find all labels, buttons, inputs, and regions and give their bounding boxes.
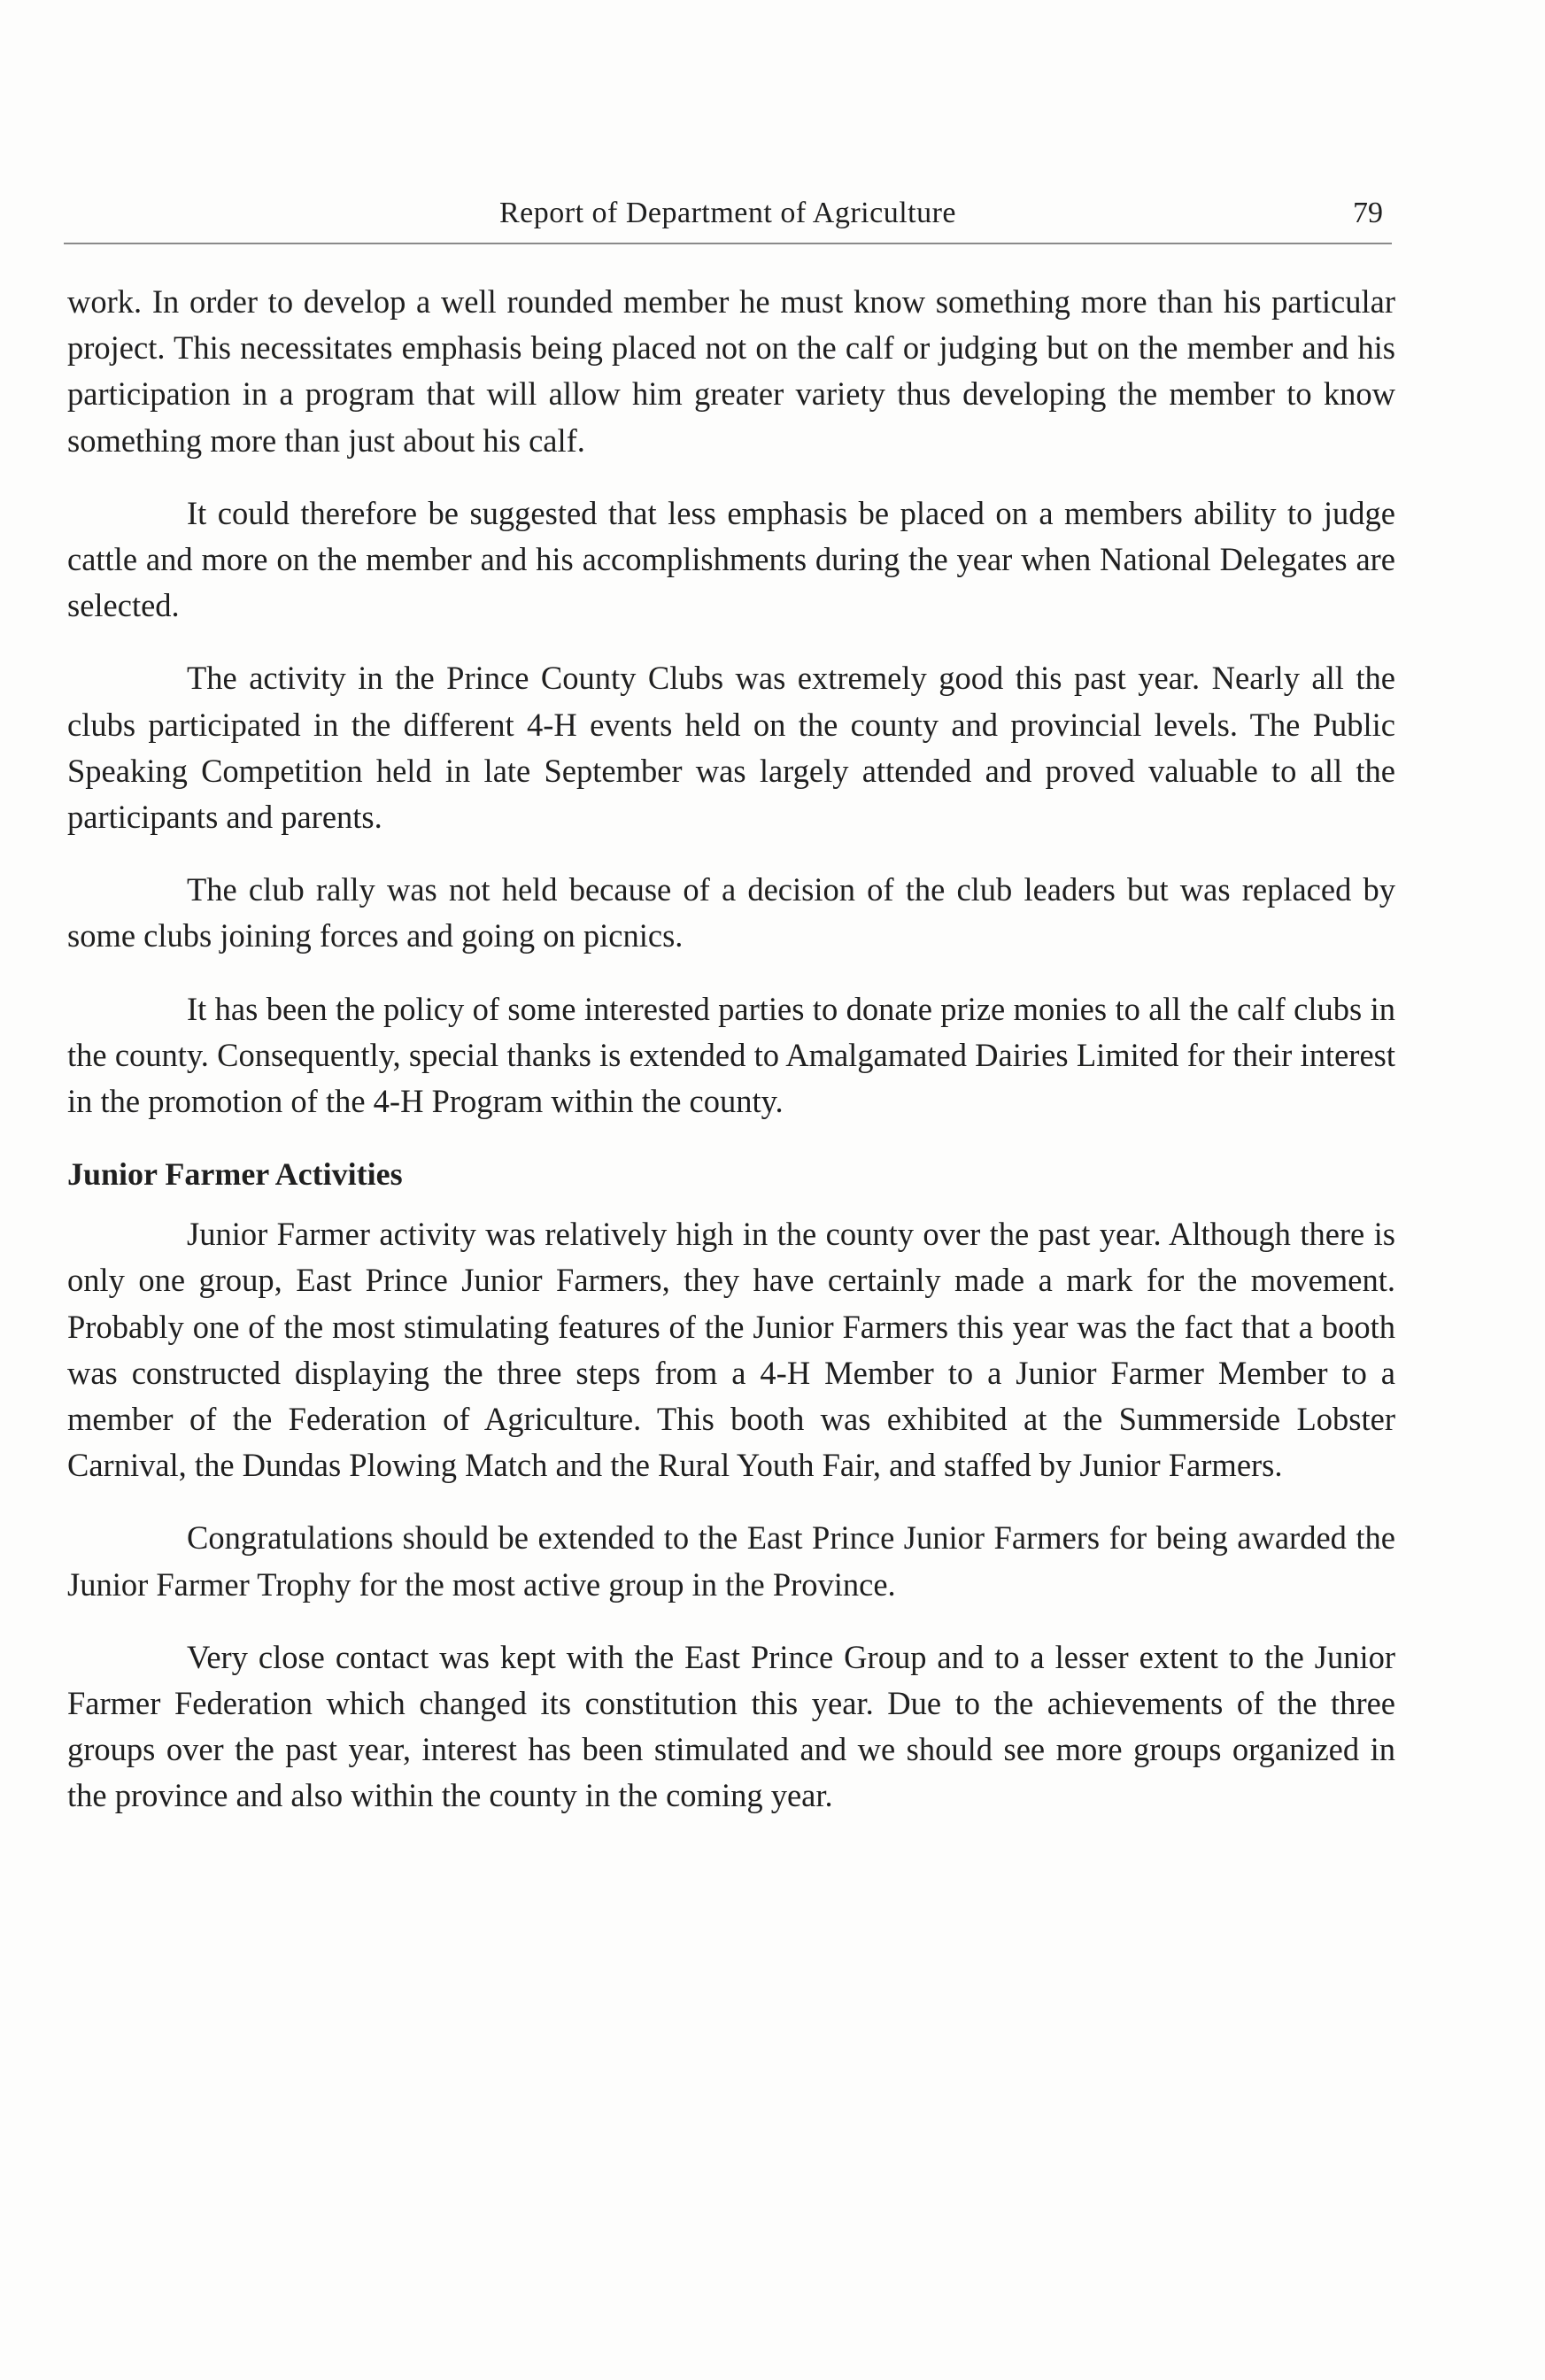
paragraph: It has been the policy of some interested parties to donate prize monies to all the calf clubs in the county. Consequently, special thanks is extended to Amalgamated Dairies Limited for their interest in the promotion of the 4-H Program within the county. [67,990,1395,1120]
paragraph: The club rally was not held because of a decision of the club leaders but was replaced by some clubs joining forces and going on picnics. [67,871,1395,954]
paragraph: work. In order to develop a well rounded member he must know something more than his particular project. This necessitates emphasis being placed not on the calf or judging but on the member and his participation in a program that will allow him greater variety thus developing the member to know something more than just about his calf. [67,283,1395,459]
running-header [64,189,1392,244]
page-number: 79 [1353,197,1383,229]
paragraph: Junior Farmer activity was relatively high in the county over the past year. Although there is only one group, East Prince Junior Farmers, they have certainly made a mark for the movement. Probably one of the most stimulating features of the Junior Farmers this year was the fact that a booth was constructed displaying the three steps from a 4-H Member to a Junior Farmer Member to a member of the Federation of Agriculture. This booth was exhibited at the Summerside Lobster Carnival, the Dundas Plowing Match and the Rural Youth Fair, and staffed by Junior Farmers. [67,1216,1395,1484]
paragraph: Congratulations should be extended to the East Prince Junior Farmers for being awarded the Junior Farmer Trophy for the most active group in the Province. [67,1519,1395,1603]
body-text [67,279,1395,1846]
paragraph: Very close contact was kept with the East Prince Group and to a lesser extent to the Junior Farmer Federation which changed its constitution this year. Due to the achievements of the three groups over the past year, interest has been stimulated and we should see more groups organized in the province and also within the county in the coming year. [67,1638,1395,1814]
paragraph: It could therefore be suggested that less emphasis be placed on a members ability to judge cattle and more on the member and his accomplishments during the year when National Delegates are selected. [67,494,1395,624]
running-title: Report of Department of Agriculture [498,197,956,229]
section-heading: Junior Farmer Activities [67,1156,403,1193]
paragraph: The activity in the Prince County Clubs was extremely good this past year. Nearly all the clubs participated in the different 4-H events held on the county and provincial levels. The Public Speaking Competition held in late September was largely attended and proved valuable to all the participants and parents. [67,660,1395,836]
